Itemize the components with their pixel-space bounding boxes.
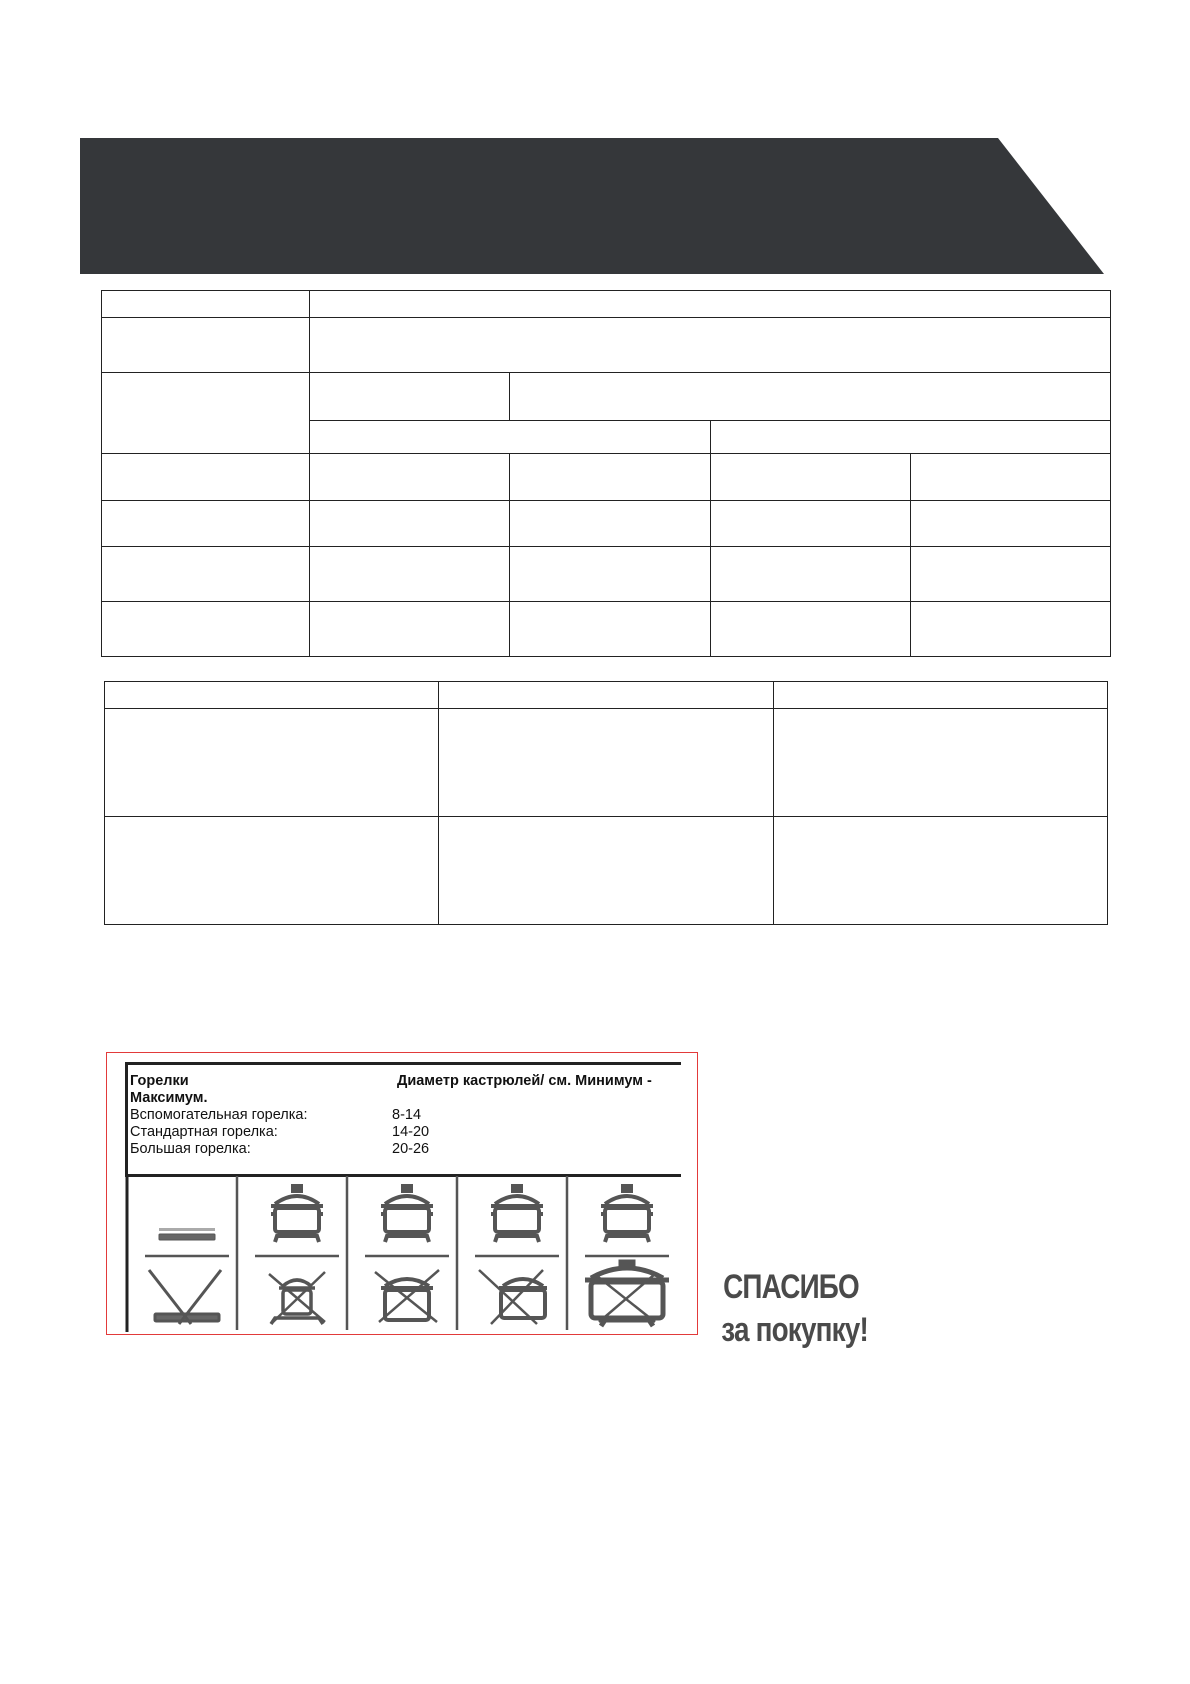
spec-value-cell <box>510 602 710 657</box>
info-table <box>104 681 1108 925</box>
spec-subheader-cell <box>710 421 1110 454</box>
burner-name: Стандартная горелка: <box>130 1124 278 1140</box>
pot-correct-icon <box>271 1186 323 1242</box>
spec-value-cell <box>710 602 910 657</box>
burner-crossed-icon <box>149 1270 221 1324</box>
pot-wrong-icon <box>479 1270 547 1324</box>
info-cell <box>105 817 439 925</box>
spec-label-cell <box>102 373 310 454</box>
thank-you-line2: за покупку! <box>721 1311 868 1349</box>
burner-guide-panel <box>106 1052 698 1335</box>
burner-name: Большая горелка: <box>130 1141 251 1157</box>
pot-usage-illustration <box>125 1174 681 1334</box>
spec-value-cell <box>710 501 910 547</box>
thank-you-line1: СПАСИБО <box>723 1268 859 1306</box>
pot-too-small-icon <box>269 1272 325 1324</box>
spec-value-cell <box>310 501 510 547</box>
spec-value-cell <box>310 454 510 501</box>
spec-label-cell <box>102 291 310 318</box>
spec-subheader-cell <box>310 421 710 454</box>
pot-too-large-icon <box>585 1262 669 1326</box>
spec-value-cell <box>710 454 910 501</box>
spec-label-cell <box>102 547 310 602</box>
pot-correct-icon <box>381 1186 433 1242</box>
burner-icon <box>159 1228 215 1240</box>
spec-value-cell <box>910 501 1110 547</box>
spec-value-cell <box>510 547 710 602</box>
info-cell <box>773 709 1107 817</box>
pot-correct-icon <box>491 1186 543 1242</box>
info-cell <box>439 709 773 817</box>
burner-range: 8-14 <box>392 1107 422 1123</box>
diameter-heading: Диаметр кастрюлей/ см. Минимум - <box>397 1073 652 1089</box>
burner-range: 14-20 <box>392 1124 430 1140</box>
spec-value-cell <box>510 501 710 547</box>
spec-label-cell <box>102 501 310 547</box>
info-header-cell <box>439 682 773 709</box>
thank-you-note <box>721 1266 868 1352</box>
burners-heading: Горелки <box>130 1073 189 1089</box>
spec-subheader-cell <box>510 373 1111 421</box>
spec-value-cell <box>310 547 510 602</box>
spec-value-cell <box>310 602 510 657</box>
spec-label-cell <box>102 454 310 501</box>
specification-table <box>101 290 1111 657</box>
info-cell <box>105 709 439 817</box>
burner-name: Вспомогательная горелка: <box>130 1107 308 1123</box>
spec-value-cell <box>310 291 1111 318</box>
spec-value-cell <box>910 454 1110 501</box>
spec-value-cell <box>310 318 1111 373</box>
pot-correct-icon <box>601 1186 653 1242</box>
spec-value-cell <box>510 454 710 501</box>
burner-range: 20-26 <box>392 1141 430 1157</box>
spec-value-cell <box>910 602 1110 657</box>
spec-label-cell <box>102 318 310 373</box>
spec-value-cell <box>710 547 910 602</box>
info-cell <box>439 817 773 925</box>
header-banner <box>80 138 1104 274</box>
pot-wrong-icon <box>375 1270 439 1322</box>
info-header-cell <box>105 682 439 709</box>
spec-label-cell <box>102 602 310 657</box>
info-header-cell <box>773 682 1107 709</box>
maximum-heading: Максимум. <box>130 1090 208 1106</box>
spec-subheader-cell <box>310 373 510 421</box>
spec-value-cell <box>910 547 1110 602</box>
info-cell <box>773 817 1107 925</box>
